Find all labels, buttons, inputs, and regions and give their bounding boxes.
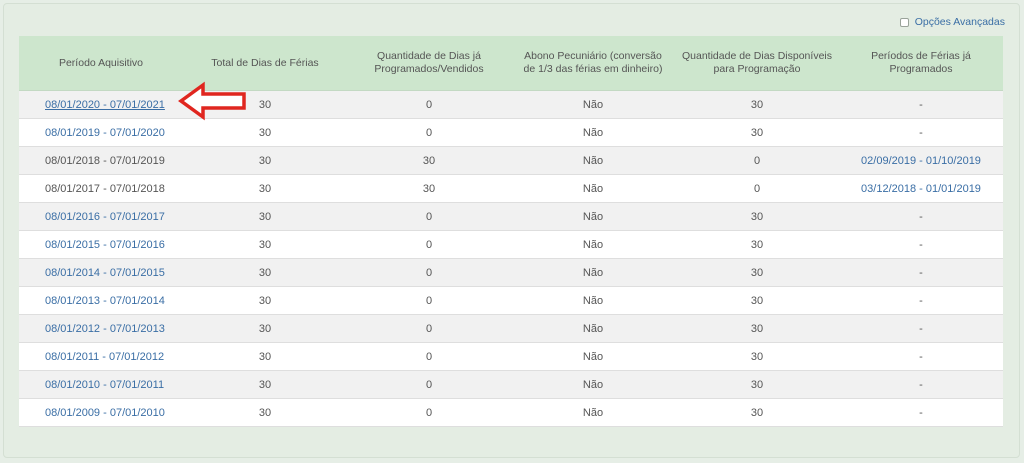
period-cell [19,119,183,147]
table-row [19,371,1003,399]
table-header-row [19,36,1003,91]
programmed-days-value: 0 [425,210,433,223]
available-days-cell [675,231,839,259]
scheduled-period-value: - [919,210,923,223]
abono-value: Não [582,378,604,391]
total-days-cell [183,231,347,259]
programmed-days-cell [347,175,511,203]
period-link[interactable]: 08/01/2016 - 07/01/2017 [45,210,165,223]
abono-value: Não [582,294,604,307]
vacation-periods-table [19,36,1003,427]
period-cell [19,315,183,343]
abono-cell [511,203,675,231]
col-header-period: Período Aquisitivo [19,36,183,91]
table-row [19,147,1003,175]
total-days-value: 30 [258,210,272,223]
scheduled-period-cell [839,91,1003,119]
col-header-programmed-days: Quantidade de Dias já Programados/Vendidos [347,36,511,91]
period-cell [19,175,183,203]
table-row [19,175,1003,203]
programmed-days-cell [347,147,511,175]
abono-value: Não [582,406,604,419]
advanced-options[interactable] [900,16,1005,28]
period-cell [19,203,183,231]
table-row [19,203,1003,231]
scheduled-period-value: - [919,294,923,307]
table-row [19,91,1003,119]
available-days-cell [675,175,839,203]
total-days-cell [183,371,347,399]
available-days-value: 30 [750,350,764,363]
scheduled-period-cell [839,287,1003,315]
table-row [19,343,1003,371]
period-cell [19,287,183,315]
available-days-value: 30 [750,266,764,279]
period-link[interactable]: 08/01/2015 - 07/01/2016 [45,238,165,251]
programmed-days-value: 0 [425,322,433,335]
period-cell [19,371,183,399]
available-days-value: 0 [753,154,761,167]
period-text: 08/01/2018 - 07/01/2019 [45,154,165,167]
abono-value: Não [582,126,604,139]
scheduled-period-value: - [919,350,923,363]
abono-value: Não [582,98,604,111]
programmed-days-value: 0 [425,126,433,139]
period-link[interactable]: 08/01/2020 - 07/01/2021 [45,98,165,111]
programmed-days-value: 0 [425,406,433,419]
programmed-days-value: 0 [425,238,433,251]
scheduled-period-value: - [919,378,923,391]
col-header-scheduled-periods: Períodos de Férias já Programados [839,36,1003,91]
period-cell [19,147,183,175]
available-days-cell [675,315,839,343]
total-days-cell [183,147,347,175]
abono-cell [511,287,675,315]
programmed-days-value: 30 [422,182,436,195]
abono-value: Não [582,266,604,279]
abono-cell [511,91,675,119]
total-days-value: 30 [258,406,272,419]
period-link[interactable]: 08/01/2013 - 07/01/2014 [45,294,165,307]
period-link[interactable]: 08/01/2014 - 07/01/2015 [45,266,165,279]
scheduled-period-cell [839,371,1003,399]
table-row [19,231,1003,259]
period-text: 08/01/2017 - 07/01/2018 [45,182,165,195]
programmed-days-value: 0 [425,98,433,111]
advanced-options-label[interactable]: Opções Avançadas [914,16,1005,28]
period-link[interactable]: 08/01/2019 - 07/01/2020 [45,126,165,139]
available-days-value: 30 [750,210,764,223]
scheduled-period-cell [839,343,1003,371]
available-days-value: 30 [750,238,764,251]
period-link[interactable]: 08/01/2009 - 07/01/2010 [45,406,165,419]
available-days-value: 30 [750,98,764,111]
table-row [19,119,1003,147]
scheduled-period-link[interactable]: 02/09/2019 - 01/10/2019 [861,154,981,167]
programmed-days-cell [347,119,511,147]
total-days-value: 30 [258,98,272,111]
total-days-cell [183,175,347,203]
abono-cell [511,343,675,371]
available-days-value: 0 [753,182,761,195]
programmed-days-cell [347,343,511,371]
available-days-cell [675,287,839,315]
scheduled-period-cell [839,175,1003,203]
total-days-cell [183,259,347,287]
scheduled-period-value: - [919,322,923,335]
total-days-cell [183,315,347,343]
available-days-value: 30 [750,294,764,307]
programmed-days-cell [347,231,511,259]
scheduled-period-value: - [919,266,923,279]
programmed-days-value: 0 [425,266,433,279]
scheduled-period-value: - [919,98,923,111]
abono-cell [511,175,675,203]
abono-cell [511,399,675,427]
programmed-days-value: 30 [422,154,436,167]
total-days-cell [183,203,347,231]
col-header-available-days: Quantidade de Dias Disponíveis para Programação [675,36,839,91]
abono-value: Não [582,154,604,167]
available-days-cell [675,371,839,399]
total-days-value: 30 [258,266,272,279]
total-days-value: 30 [258,378,272,391]
abono-value: Não [582,322,604,335]
table-row [19,315,1003,343]
scheduled-period-cell [839,231,1003,259]
abono-cell [511,259,675,287]
period-cell [19,399,183,427]
abono-cell [511,315,675,343]
total-days-value: 30 [258,182,272,195]
scheduled-period-cell [839,147,1003,175]
period-cell [19,231,183,259]
abono-value: Não [582,350,604,363]
abono-value: Não [582,210,604,223]
available-days-cell [675,259,839,287]
available-days-value: 30 [750,322,764,335]
scheduled-period-cell [839,315,1003,343]
scheduled-period-value: - [919,126,923,139]
period-cell [19,259,183,287]
available-days-cell [675,203,839,231]
total-days-cell [183,399,347,427]
abono-cell [511,371,675,399]
programmed-days-cell [347,315,511,343]
period-link[interactable]: 08/01/2010 - 07/01/2011 [45,378,165,391]
available-days-value: 30 [750,126,764,139]
advanced-options-checkbox[interactable] [900,18,909,27]
red-left-arrow-icon [178,81,248,121]
programmed-days-cell [347,399,511,427]
available-days-value: 30 [750,378,764,391]
period-cell [19,91,183,119]
programmed-days-cell [347,287,511,315]
total-days-value: 30 [258,294,272,307]
table-row [19,287,1003,315]
abono-cell [511,231,675,259]
abono-value: Não [582,182,604,195]
abono-cell [511,119,675,147]
total-days-cell [183,343,347,371]
scheduled-period-cell [839,259,1003,287]
total-days-value: 30 [258,154,272,167]
total-days-value: 30 [258,238,272,251]
total-days-value: 30 [258,350,272,363]
programmed-days-cell [347,371,511,399]
programmed-days-value: 0 [425,350,433,363]
available-days-value: 30 [750,406,764,419]
available-days-cell [675,399,839,427]
col-header-total-days: Total de Dias de Férias [183,36,347,91]
programmed-days-cell [347,203,511,231]
programmed-days-value: 0 [425,294,433,307]
period-link[interactable]: 08/01/2011 - 07/01/2012 [45,350,165,363]
abono-value: Não [582,238,604,251]
period-cell [19,343,183,371]
scheduled-period-link[interactable]: 03/12/2018 - 01/01/2019 [861,182,981,195]
total-days-value: 30 [258,126,272,139]
total-days-cell [183,287,347,315]
scheduled-period-value: - [919,406,923,419]
scheduled-period-value: - [919,238,923,251]
total-days-value: 30 [258,322,272,335]
period-link[interactable]: 08/01/2012 - 07/01/2013 [45,322,165,335]
available-days-cell [675,119,839,147]
available-days-cell [675,343,839,371]
programmed-days-value: 0 [425,378,433,391]
abono-cell [511,147,675,175]
table-row [19,259,1003,287]
table-row [19,399,1003,427]
scheduled-period-cell [839,119,1003,147]
col-header-abono: Abono Pecuniário (conversão de 1/3 das férias em dinheiro) [511,36,675,91]
scheduled-period-cell [839,399,1003,427]
programmed-days-cell [347,91,511,119]
available-days-cell [675,91,839,119]
available-days-cell [675,147,839,175]
programmed-days-cell [347,259,511,287]
total-days-cell [183,119,347,147]
scheduled-period-cell [839,203,1003,231]
